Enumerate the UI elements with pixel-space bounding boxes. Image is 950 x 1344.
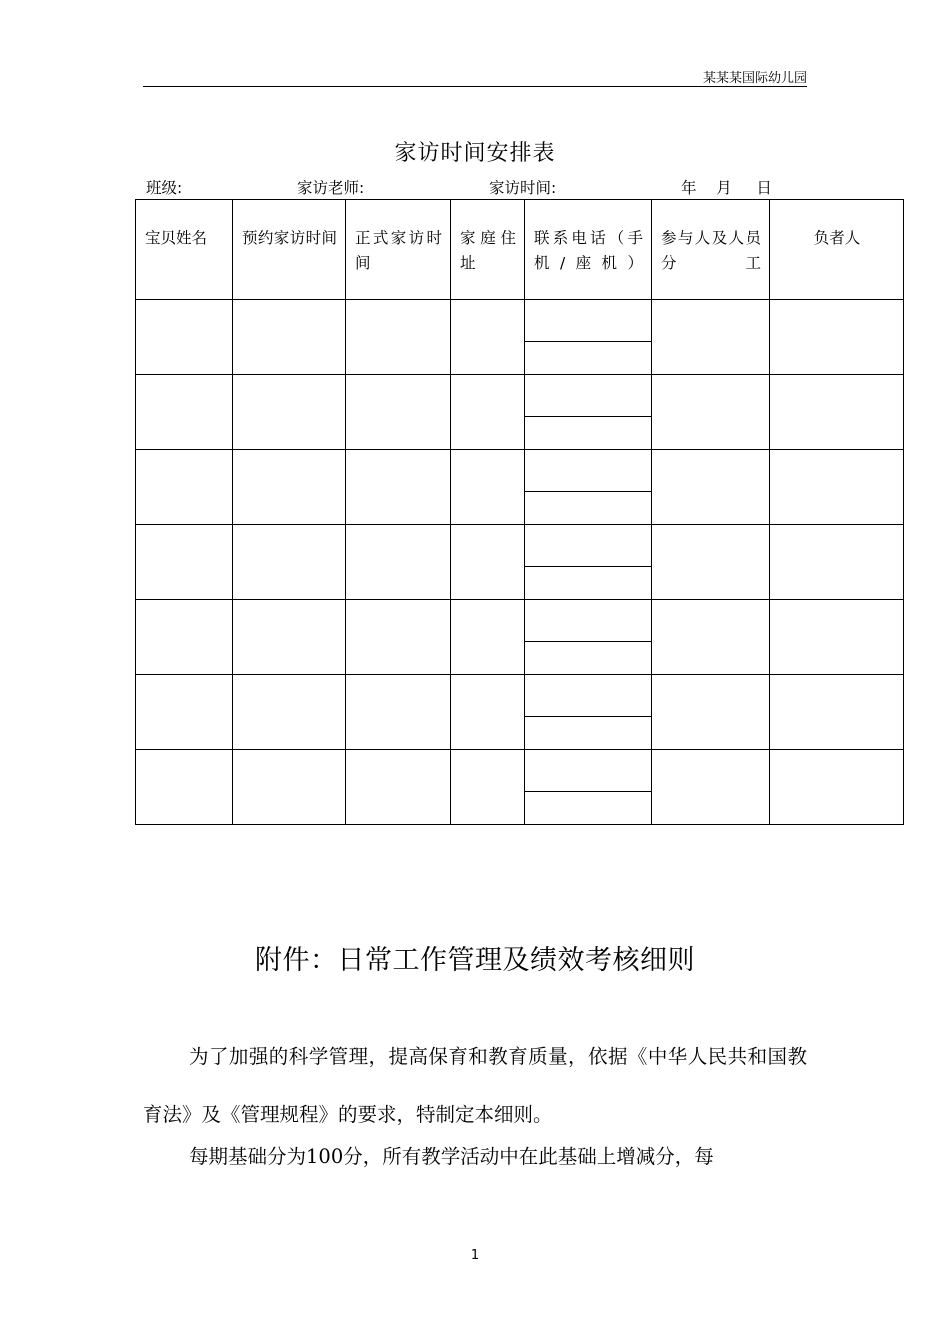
col-header-home-address: 家庭住址 <box>451 200 525 300</box>
cell-phone[interactable] <box>525 750 652 825</box>
col-header-formal-visit-time: 正式家访时间 <box>346 200 451 300</box>
cell-phone[interactable] <box>525 450 652 525</box>
cell-formal-visit-time[interactable] <box>346 675 451 750</box>
cell-child-name[interactable] <box>136 450 233 525</box>
cell-child-name[interactable] <box>136 675 233 750</box>
col-header-phone: 联系电话（手机/座机） <box>525 200 652 300</box>
col-header-appointment-time: 预约家访时间 <box>233 200 346 300</box>
table-row <box>136 375 904 450</box>
phone-divider <box>525 641 651 642</box>
schedule-meta-row <box>143 176 823 198</box>
cell-home-address[interactable] <box>451 750 525 825</box>
col-header-participants: 参与人及人员分工 <box>652 200 770 300</box>
cell-appointment-time[interactable] <box>233 375 346 450</box>
phone-divider <box>525 716 651 717</box>
phone-divider <box>525 416 651 417</box>
header-rule <box>143 86 807 87</box>
cell-formal-visit-time[interactable] <box>346 375 451 450</box>
date-label: 年 月 日 <box>681 179 772 197</box>
cell-home-address[interactable] <box>451 675 525 750</box>
cell-home-address[interactable] <box>451 300 525 375</box>
cell-child-name[interactable] <box>136 525 233 600</box>
table-row <box>136 600 904 675</box>
cell-formal-visit-time[interactable] <box>346 450 451 525</box>
cell-phone[interactable] <box>525 525 652 600</box>
cell-child-name[interactable] <box>136 375 233 450</box>
table-row <box>136 450 904 525</box>
header-org-name: 某某某国际幼儿园 <box>702 71 807 86</box>
cell-responsible-person[interactable] <box>770 450 904 525</box>
cell-appointment-time[interactable] <box>233 450 346 525</box>
visit-time-label: 家访时间: <box>489 179 557 197</box>
cell-appointment-time[interactable] <box>233 300 346 375</box>
cell-responsible-person[interactable] <box>770 750 904 825</box>
phone-divider <box>525 566 651 567</box>
col-header-responsible-person: 负者人 <box>770 200 904 300</box>
appendix-paragraph: 每期基础分为100分，所有教学活动中在此基础上增减分，每 <box>189 1145 714 1168</box>
cell-appointment-time[interactable] <box>233 750 346 825</box>
cell-phone[interactable] <box>525 600 652 675</box>
class-label: 班级: <box>146 179 183 197</box>
cell-responsible-person[interactable] <box>770 300 904 375</box>
cell-participants[interactable] <box>652 525 770 600</box>
table-row <box>136 300 904 375</box>
visit-schedule-table <box>135 199 904 825</box>
cell-participants[interactable] <box>652 300 770 375</box>
cell-phone[interactable] <box>525 375 652 450</box>
cell-child-name[interactable] <box>136 750 233 825</box>
table-header-row <box>136 200 904 300</box>
cell-appointment-time[interactable] <box>233 600 346 675</box>
cell-appointment-time[interactable] <box>233 525 346 600</box>
cell-child-name[interactable] <box>136 600 233 675</box>
cell-participants[interactable] <box>652 450 770 525</box>
phone-divider <box>525 341 651 342</box>
cell-responsible-person[interactable] <box>770 525 904 600</box>
table-row <box>136 750 904 825</box>
appendix-title: 附件：日常工作管理及绩效考核细则 <box>255 945 695 976</box>
cell-phone[interactable] <box>525 675 652 750</box>
cell-child-name[interactable] <box>136 300 233 375</box>
table-row <box>136 525 904 600</box>
schedule-title: 家访时间安排表 <box>394 141 556 166</box>
cell-formal-visit-time[interactable] <box>346 525 451 600</box>
cell-phone[interactable] <box>525 300 652 375</box>
page-number: 1 <box>470 1248 480 1263</box>
teacher-label: 家访老师: <box>297 179 365 197</box>
cell-responsible-person[interactable] <box>770 600 904 675</box>
cell-participants[interactable] <box>652 675 770 750</box>
cell-formal-visit-time[interactable] <box>346 600 451 675</box>
col-header-child-name: 宝贝姓名 <box>136 200 233 300</box>
cell-home-address[interactable] <box>451 525 525 600</box>
cell-appointment-time[interactable] <box>233 675 346 750</box>
cell-home-address[interactable] <box>451 450 525 525</box>
cell-home-address[interactable] <box>451 600 525 675</box>
phone-divider <box>525 491 651 492</box>
cell-participants[interactable] <box>652 750 770 825</box>
appendix-paragraph: 为了加强的科学管理，提高保育和教育质量，依据《中华人民共和国教育法》及《管理规程》的要求，特制定本细则。 <box>143 1045 807 1126</box>
cell-home-address[interactable] <box>451 375 525 450</box>
cell-participants[interactable] <box>652 600 770 675</box>
phone-divider <box>525 791 651 792</box>
cell-responsible-person[interactable] <box>770 675 904 750</box>
cell-formal-visit-time[interactable] <box>346 750 451 825</box>
table-row <box>136 675 904 750</box>
cell-responsible-person[interactable] <box>770 375 904 450</box>
cell-participants[interactable] <box>652 375 770 450</box>
cell-formal-visit-time[interactable] <box>346 300 451 375</box>
